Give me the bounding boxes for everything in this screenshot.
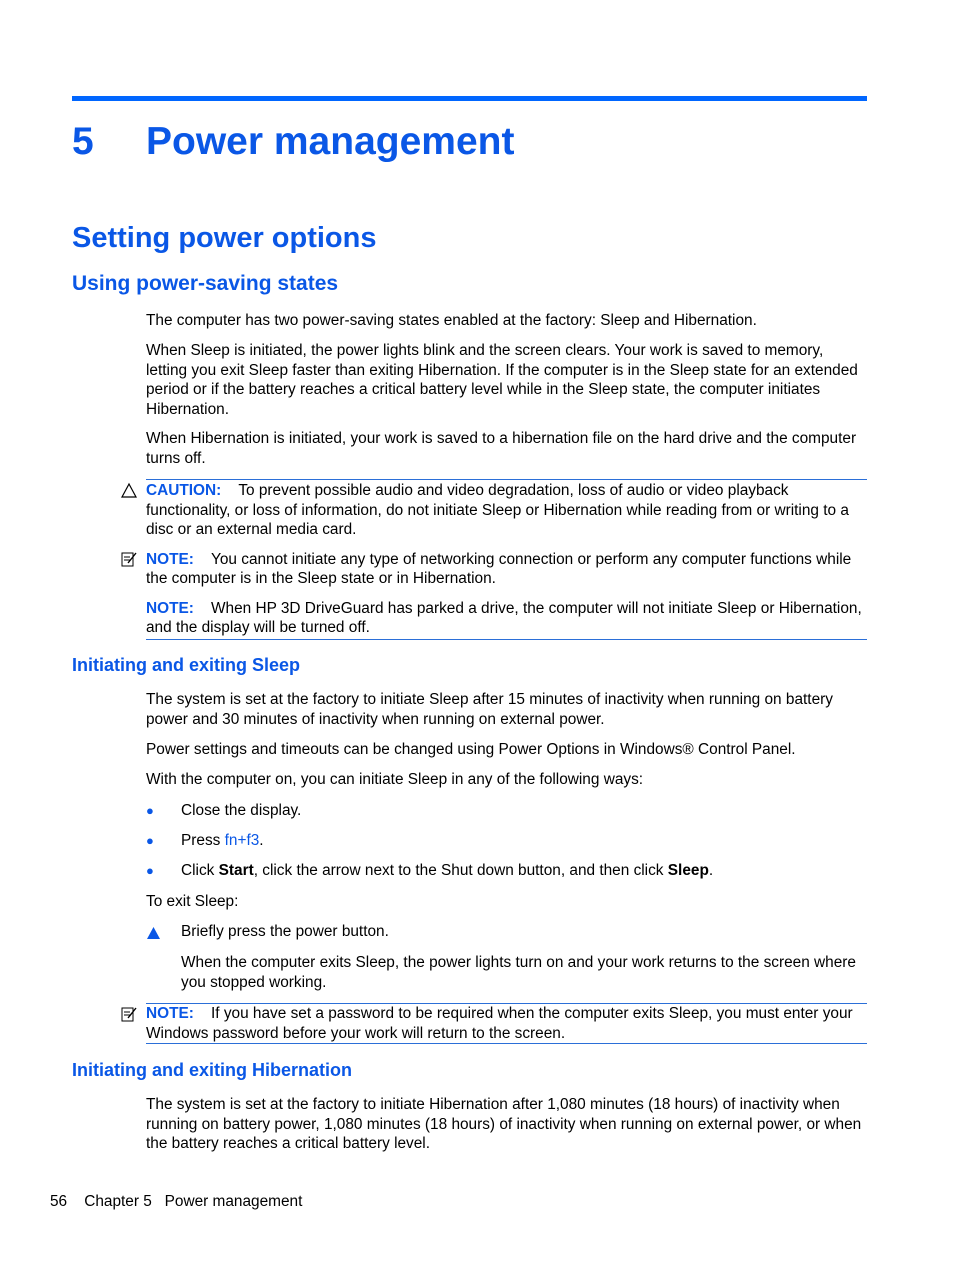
footer-title: Power management xyxy=(164,1193,303,1210)
chapter-number: 5 xyxy=(72,120,94,163)
sleep-heading: Initiating and exiting Sleep xyxy=(72,655,301,675)
note1-label: NOTE: xyxy=(146,550,194,568)
bullet-dot-icon: ● xyxy=(146,803,154,818)
sleep-bullet-1: Close the display. xyxy=(181,802,302,819)
sleep-bullet-2 xyxy=(181,831,867,851)
note-pencil-icon xyxy=(120,1005,138,1023)
note2-paragraph xyxy=(146,1004,867,1043)
chapter-top-rule xyxy=(72,96,867,101)
bullet2-prefix: Press xyxy=(181,832,225,849)
caution-triangle-icon xyxy=(120,482,138,500)
caution-text: To prevent possible audio and video degradation, loss of audio or video playback functionality, or loss of information, do not initiate Sleep or Hibernation while reading from or writing to a disc or an external media card. xyxy=(146,482,849,538)
note-pencil-icon xyxy=(120,550,138,568)
exit-sleep-label: To exit Sleep: xyxy=(146,893,239,910)
caution-note-box xyxy=(146,479,867,640)
note1-label-2: NOTE: xyxy=(146,599,194,617)
bullet-dot-icon: ● xyxy=(146,833,154,848)
note1-paragraph-2 xyxy=(146,599,867,638)
bullet3-sleep: Sleep xyxy=(667,862,709,879)
fn-f3-key: fn+f3 xyxy=(224,832,260,849)
sleep-paragraph-2: Power settings and timeouts can be changed using Power Options in Windows® Control Panel. xyxy=(146,741,796,758)
caution-paragraph xyxy=(146,481,867,540)
exit-step-1: Briefly press the power button. xyxy=(181,923,389,940)
bullet-dot-icon: ● xyxy=(146,863,154,878)
note2-label: NOTE: xyxy=(146,1005,194,1022)
bullet2-suffix: . xyxy=(259,832,264,849)
intro-paragraph-1: The computer has two power-saving states enabled at the factory: Sleep and Hibernation. xyxy=(146,312,757,329)
bullet3-b: , click the arrow next to the Shut down button, and then click xyxy=(253,862,668,879)
note1-text-2: When HP 3D DriveGuard has parked a drive, the computer will not initiate Sleep or Hibernation, and the display will be turned off. xyxy=(146,599,862,636)
sleep-paragraph-3: With the computer on, you can initiate Sleep in any of the following ways: xyxy=(146,771,644,788)
step-triangle-icon xyxy=(146,926,161,940)
note1-paragraph-1 xyxy=(146,550,867,589)
hibernation-paragraph-1: The system is set at the factory to initiate Hibernation after 1,080 minutes (18 hours) of inactivity when running on battery power, 1,080 minutes (18 hours) of inactivity when running on external power, or when the battery reaches a critical battery level. xyxy=(146,1096,862,1152)
sleep-paragraph-1: The system is set at the factory to initiate Sleep after 15 minutes of inactivity when running on battery power and 30 minutes of inactivity when running on external power. xyxy=(146,691,833,728)
bullet3-a: Click xyxy=(181,862,219,879)
note2-box xyxy=(146,1003,867,1044)
bullet3-c: . xyxy=(708,862,714,879)
note1-text-1: You cannot initiate any type of networking connection or perform any computer functions while the computer is in the Sleep state or in Hibernation. xyxy=(146,550,852,587)
sleep-bullet-3 xyxy=(181,861,867,881)
caution-label: CAUTION: xyxy=(146,482,222,499)
section-heading: Setting power options xyxy=(72,222,377,254)
page-number: 56 xyxy=(50,1193,68,1210)
exit-step-1-result: When the computer exits Sleep, the power lights turn on and your work returns to the screen where you stopped working. xyxy=(181,954,856,991)
chapter-title-text: Power management xyxy=(146,120,515,163)
bullet3-start: Start xyxy=(218,862,254,879)
subsection-heading: Using power-saving states xyxy=(72,272,339,295)
page-footer xyxy=(50,1193,302,1211)
footer-chapter: Chapter 5 xyxy=(84,1193,152,1210)
chapter-title xyxy=(72,120,514,164)
intro-paragraph-2: When Sleep is initiated, the power lights blink and the screen clears. Your work is saved to memory, letting you exit Sleep faster than exiting Hibernation. If the computer is in the Sleep state for an extended period or if the battery reaches a critical battery level while in the Sleep state, the computer initiates Hibernation. xyxy=(146,342,858,418)
intro-paragraph-3: When Hibernation is initiated, your work is saved to a hibernation file on the hard drive and the computer turns off. xyxy=(146,430,857,467)
hibernation-heading: Initiating and exiting Hibernation xyxy=(72,1060,353,1080)
note2-text: If you have set a password to be required when the computer exits Sleep, you must enter your Windows password before your work will return to the screen. xyxy=(146,1005,853,1042)
